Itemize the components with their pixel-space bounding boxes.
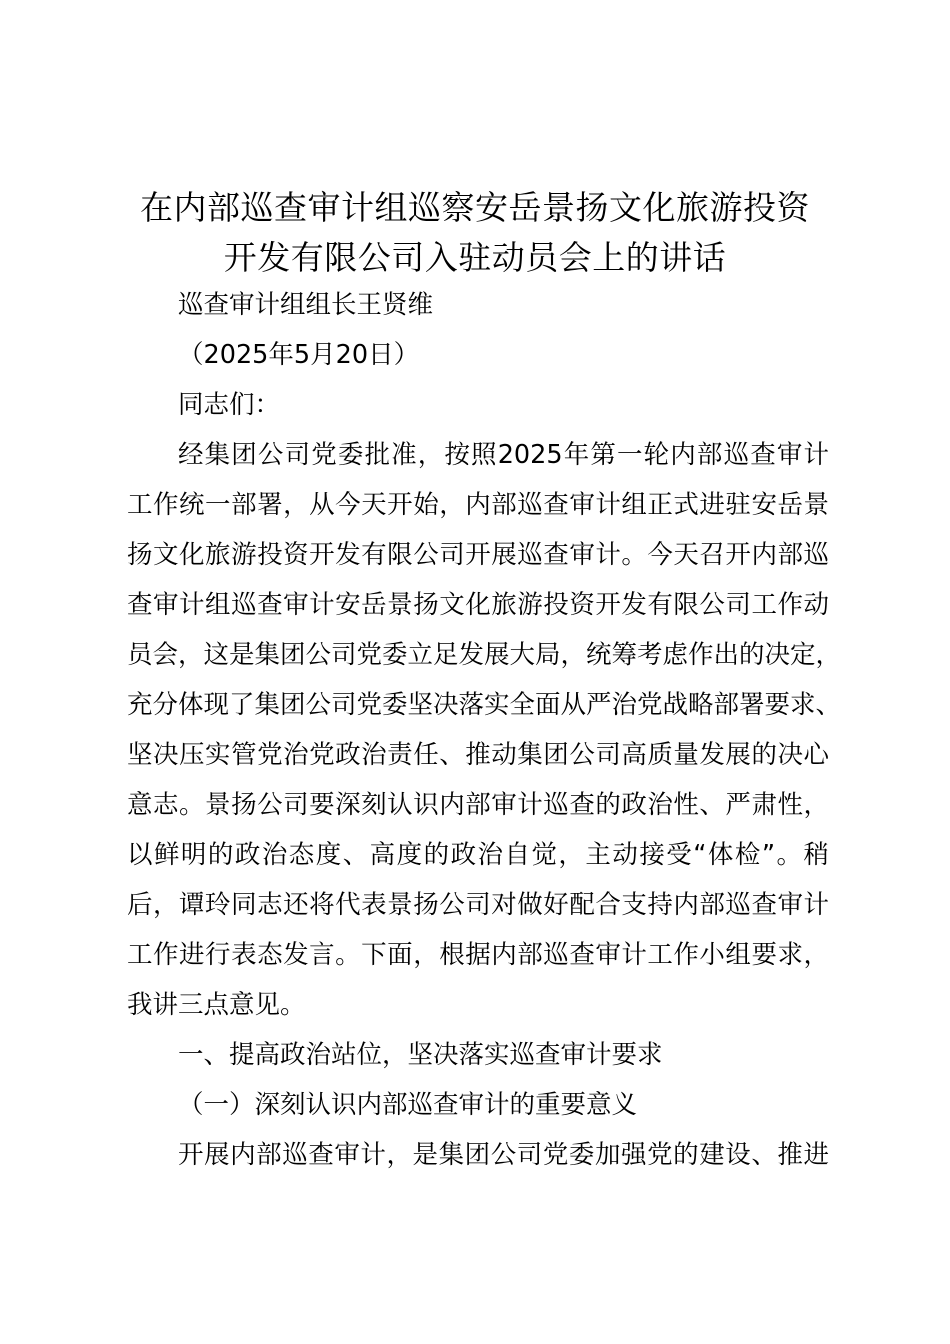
- paragraph-1-line-6: 充分体现了集团公司党委坚决落实全面从严治党战略部署要求、: [127, 690, 842, 720]
- paragraph-1-line-3: 扬文化旅游投资开发有限公司开展巡查审计。今天召开内部巡: [127, 540, 829, 570]
- paragraph-1-line-8: 意志。景扬公司要深刻认识内部审计巡查的政治性、严肃性，: [127, 790, 829, 820]
- paragraph-2-line-1: 开展内部巡查审计，是集团公司党委加强党的建设、推进: [178, 1140, 829, 1170]
- document-title-line-2: 开发有限公司入驻动员会上的讲话: [223, 238, 727, 277]
- paragraph-1-line-7: 坚决压实管党治党政治责任、推动集团公司高质量发展的决心: [127, 740, 829, 770]
- paragraph-1-line-12: 我讲三点意见。: [127, 990, 306, 1020]
- paragraph-1-line-5: 员会，这是集团公司党委立足发展大局，统筹考虑作出的决定，: [127, 640, 842, 670]
- salutation: 同志们：: [178, 390, 281, 420]
- date-line: （2025年5月20日）: [178, 340, 420, 370]
- subsection-heading-1: （一）深刻认识内部巡查审计的重要意义: [178, 1090, 638, 1120]
- paragraph-1-line-1: 经集团公司党委批准，按照2025年第一轮内部巡查审计: [178, 440, 829, 470]
- speaker-line: 巡查审计组组长王贤维: [178, 290, 434, 320]
- paragraph-1-line-9: 以鲜明的政治态度、高度的政治自觉，主动接受“体检”。稍: [127, 840, 829, 870]
- paragraph-1-line-11: 工作进行表态发言。下面，根据内部巡查审计工作小组要求，: [127, 940, 829, 970]
- section-heading-1: 一、提高政治站位，坚决落实巡查审计要求: [178, 1040, 663, 1070]
- paragraph-1-line-4: 查审计组巡查审计安岳景扬文化旅游投资开发有限公司工作动: [127, 590, 829, 620]
- paragraph-1-line-2: 工作统一部署，从今天开始，内部巡查审计组正式进驻安岳景: [127, 490, 829, 520]
- paragraph-1-line-10: 后，谭玲同志还将代表景扬公司对做好配合支持内部巡查审计: [127, 890, 829, 920]
- document-title-line-1: 在内部巡查审计组巡察安岳景扬文化旅游投资: [140, 188, 810, 227]
